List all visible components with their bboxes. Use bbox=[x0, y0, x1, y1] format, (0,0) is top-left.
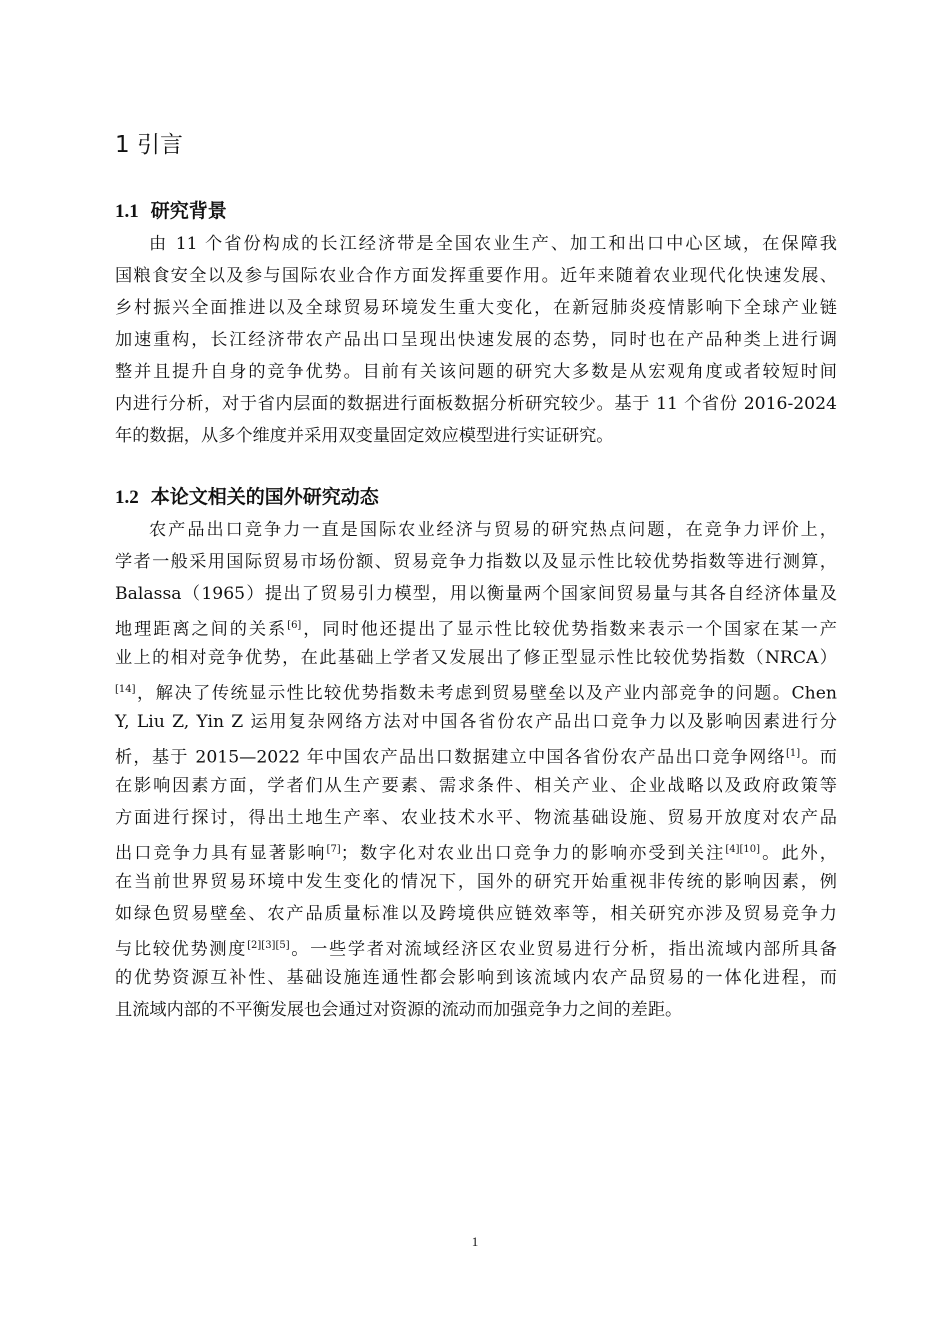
text-line: 国粮食安全以及参与国际农业合作方面发挥重要作用。近年来随着农业现代化快速发展、 bbox=[115, 266, 837, 286]
text-line: 方面进行探讨，得出土地生产率、农业技术水平、物流基础设施、贸易开放度对农产品 bbox=[115, 808, 837, 828]
text-line: 业上的相对竞争优势，在此基础上学者又发展出了修正型显示性比较优势指数（NRCA） bbox=[115, 648, 837, 668]
text-line: 的优势资源互补性、基础设施连通性都会影响到该流域内农产品贸易的一体化进程，而 bbox=[115, 968, 837, 988]
text-line: 析，基于 2015—2022 年中国农产品出口数据建立中国各省份农产品出口竞争网络[1]。而 bbox=[115, 747, 837, 768]
page-number: 1 bbox=[471, 1234, 479, 1249]
text-line: 与比较优势测度[2][3][5]。一些学者对流域经济区农业贸易进行分析，指出流域内部所具备 bbox=[115, 939, 837, 960]
chapter-title: 1 引言 bbox=[115, 132, 183, 158]
text-line: 且流域内部的不平衡发展也会通过对资源的流动而加强竞争力之间的差距。 bbox=[115, 1000, 683, 1020]
text-line: 加速重构，长江经济带农产品出口呈现出快速发展的态势，同时也在产品种类上进行调 bbox=[115, 330, 837, 350]
text-line: 在影响因素方面，学者们从生产要素、需求条件、相关产业、企业战略以及政府政策等 bbox=[115, 776, 837, 796]
text-line: 乡村振兴全面推进以及全球贸易环境发生重大变化，在新冠肺炎疫情影响下全球产业链 bbox=[115, 298, 837, 318]
text-line: 农产品出口竞争力一直是国际农业经济与贸易的研究热点问题，在竞争力评价上， bbox=[149, 520, 837, 540]
text-line: 整并且提升自身的竞争优势。目前有关该问题的研究大多数是从宏观角度或者较短时间 bbox=[115, 362, 837, 382]
text-line: 年的数据，从多个维度并采用双变量固定效应模型进行实证研究。 bbox=[115, 426, 614, 446]
text-line: Y, Liu Z, Yin Z 运用复杂网络方法对中国各省份农产品出口竞争力以及影响因素进行分 bbox=[115, 712, 837, 732]
text-line: 如绿色贸易壁垒、农产品质量标准以及跨境供应链效率等，相关研究亦涉及贸易竞争力 bbox=[115, 904, 837, 924]
text-line: 由 11 个省份构成的长江经济带是全国农业生产、加工和出口中心区域，在保障我 bbox=[149, 234, 837, 254]
text-line: [14]，解决了传统显示性比较优势指数未考虑到贸易壁垒以及产业内部竞争的问题。Chen bbox=[115, 683, 837, 704]
section-heading-research-background bbox=[115, 196, 227, 223]
text-line: 内进行分析，对于省内层面的数据进行面板数据分析研究较少。基于 11 个省份 2016-2024 bbox=[115, 394, 837, 414]
section-title: 本论文相关的国外研究动态 bbox=[150, 486, 379, 508]
text-line: 在当前世界贸易环境中发生变化的情况下，国外的研究开始重视非传统的影响因素，例 bbox=[115, 872, 837, 892]
section-heading-foreign-research bbox=[115, 482, 379, 509]
text-line: 出口竞争力具有显著影响[7]；数字化对农业出口竞争力的影响亦受到关注[4][10]。此外， bbox=[115, 843, 837, 864]
text-line: 学者一般采用国际贸易市场份额、贸易竞争力指数以及显示性比较优势指数等进行测算， bbox=[115, 552, 837, 572]
section-title: 研究背景 bbox=[150, 200, 227, 222]
text-line: 地理距离之间的关系[6]，同时他还提出了显示性比较优势指数来表示一个国家在某一产 bbox=[115, 619, 837, 640]
section-number: 1.1 bbox=[115, 201, 139, 222]
paragraph-foreign-research bbox=[115, 514, 837, 1026]
paragraph-research-background bbox=[115, 228, 837, 452]
section-number: 1.2 bbox=[115, 487, 139, 508]
text-line: Balassa（1965）提出了贸易引力模型，用以衡量两个国家间贸易量与其各自经济体量及 bbox=[115, 584, 837, 604]
